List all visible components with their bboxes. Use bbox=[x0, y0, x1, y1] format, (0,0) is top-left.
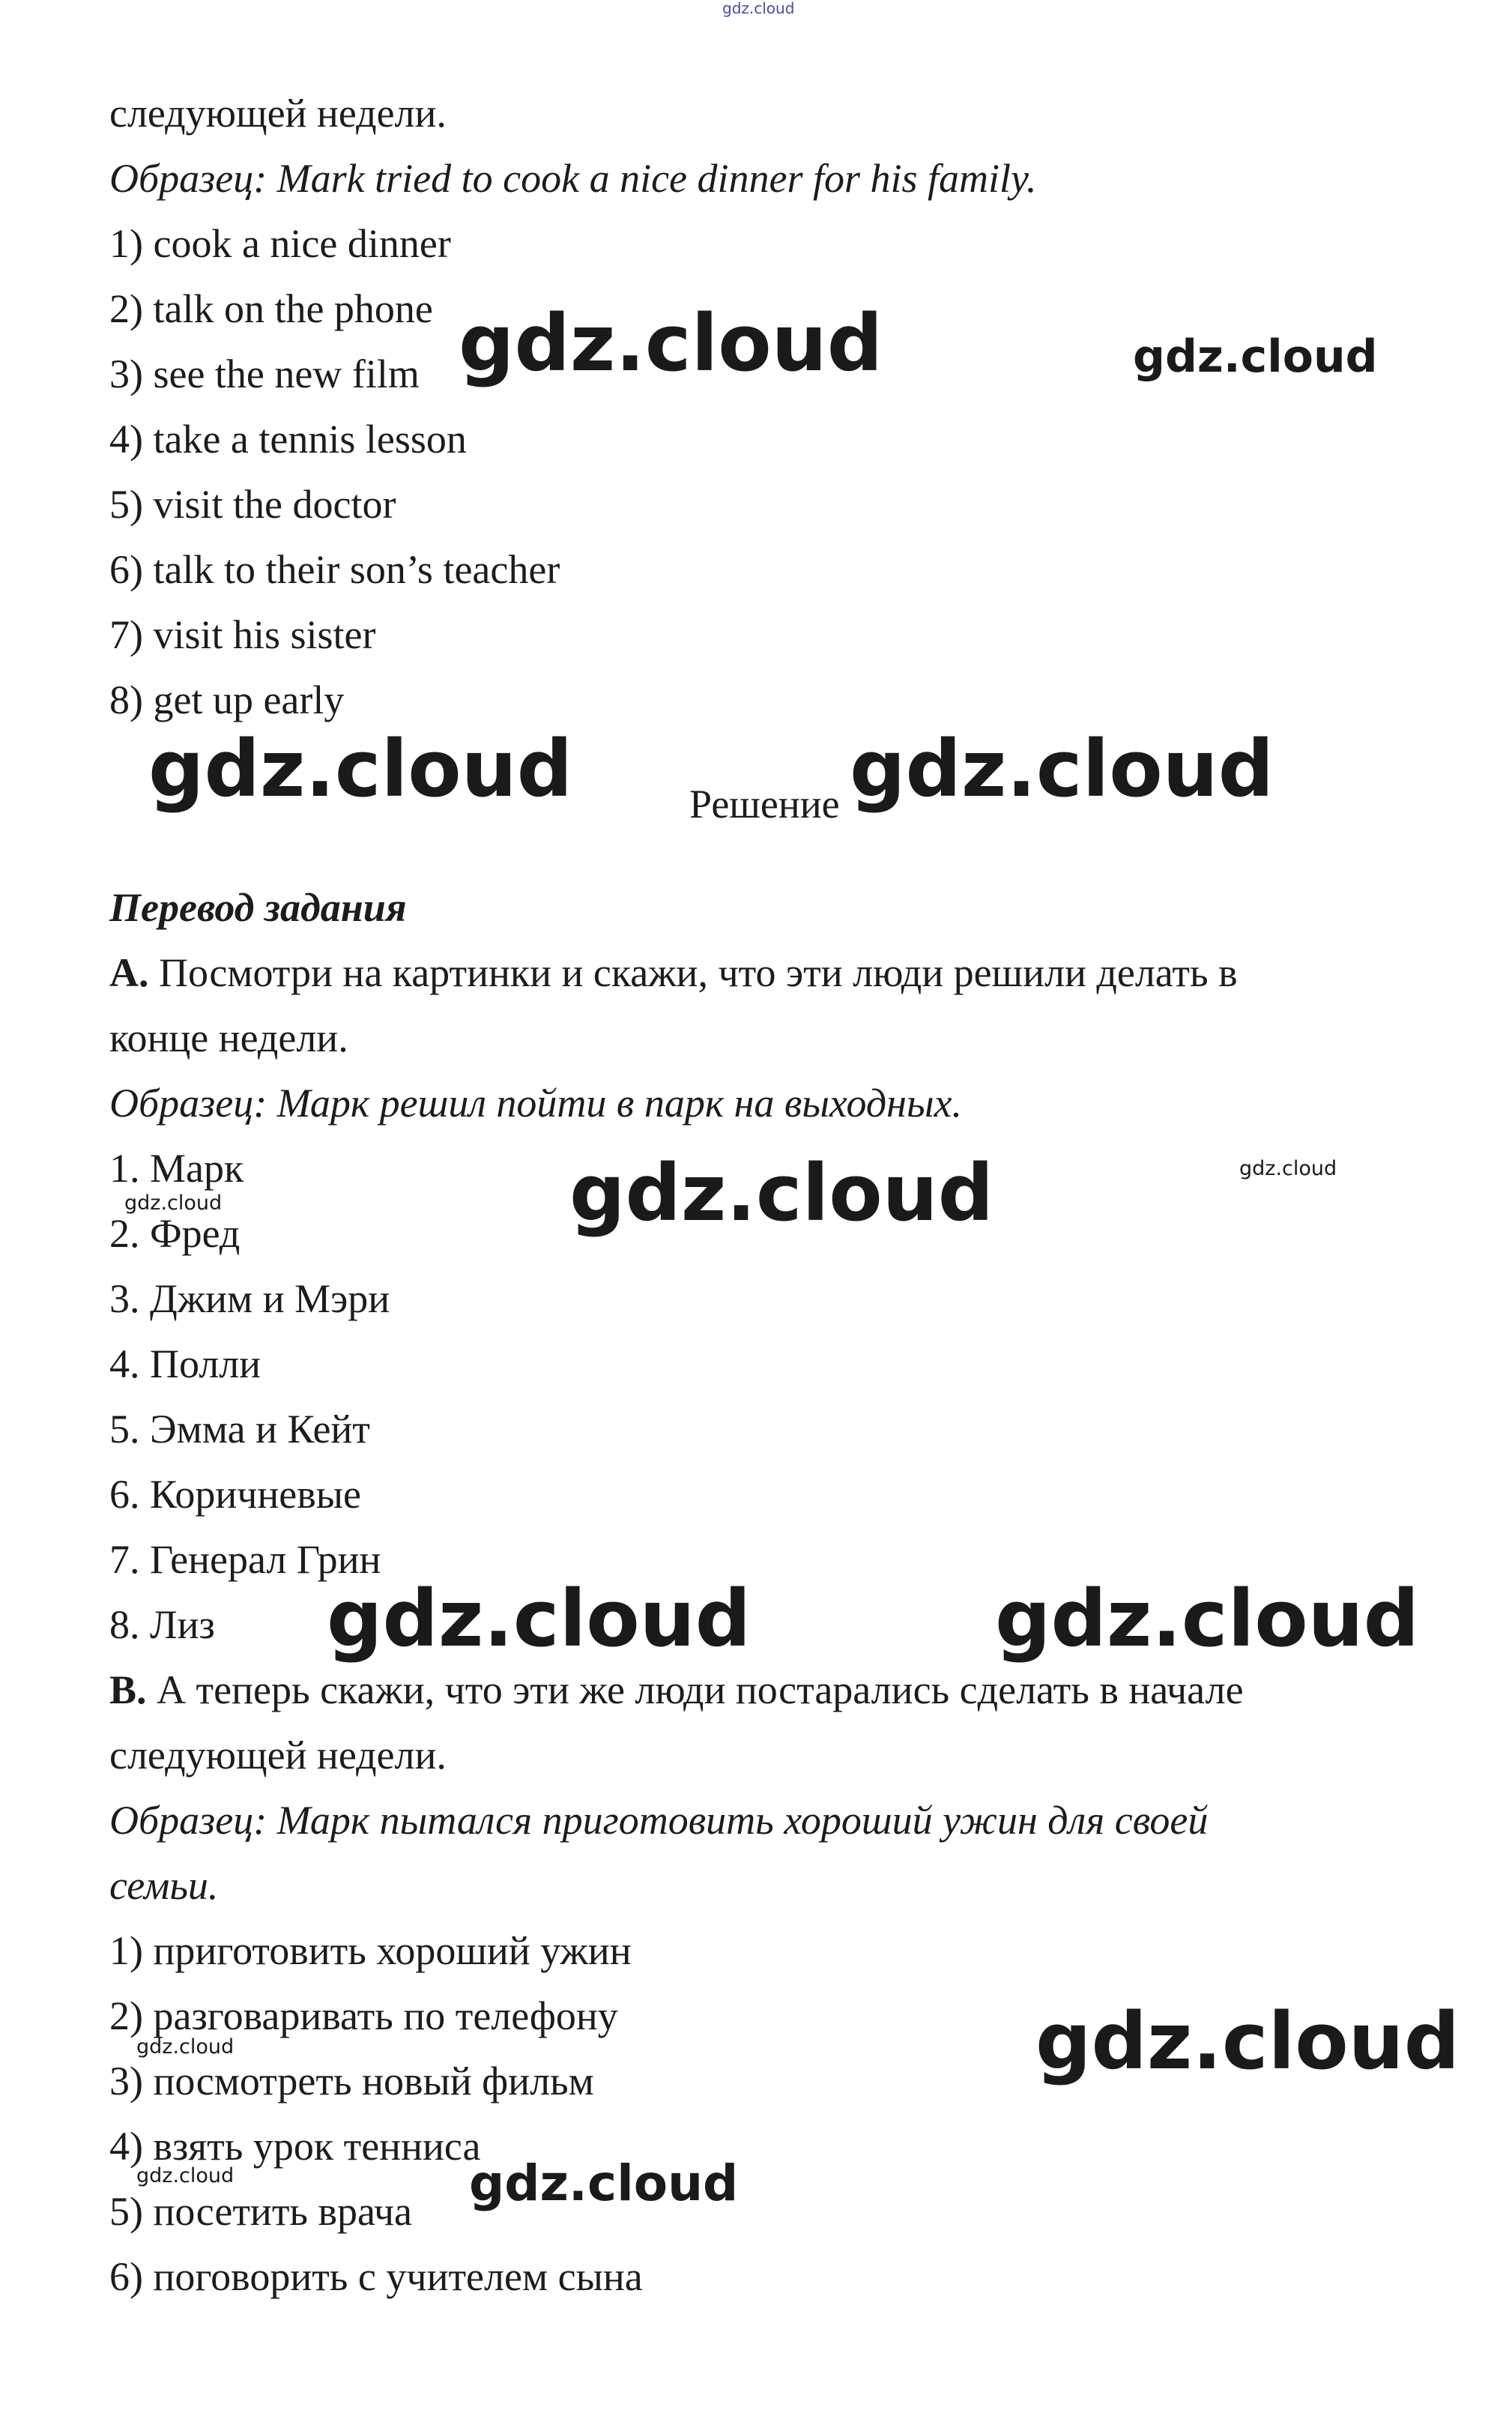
watermark: gdz.cloud bbox=[136, 2035, 235, 2059]
task-a-item-7: 7. Генерал Грин bbox=[109, 1537, 381, 1582]
watermark: gdz.cloud bbox=[850, 723, 1274, 815]
task-a-item-8: 8. Лиз bbox=[109, 1602, 215, 1647]
task-b-label: B. bbox=[109, 1667, 147, 1712]
watermark: gdz.cloud bbox=[1133, 330, 1378, 383]
english-item-1: 1) cook a nice dinner bbox=[109, 221, 451, 266]
task-a-item-1: 1. Марк bbox=[109, 1146, 244, 1191]
watermark: gdz.cloud bbox=[136, 2164, 235, 2187]
task-b-item-4: 4) взять урок тенниса bbox=[109, 2124, 481, 2169]
task-b-line-1 bbox=[109, 1664, 1244, 1716]
english-item-6: 6) talk to their son’s teacher bbox=[109, 547, 560, 592]
watermark: gdz.cloud bbox=[148, 723, 573, 815]
task-a-item-6: 6. Коричневые bbox=[109, 1472, 361, 1517]
task-a-item-5: 5. Эмма и Кейт bbox=[109, 1407, 370, 1452]
watermark: gdz.cloud bbox=[1239, 1157, 1337, 1180]
continuation-line: следующей недели. bbox=[109, 91, 447, 136]
watermark: gdz.cloud bbox=[469, 2154, 739, 2212]
english-item-7: 7) visit his sister bbox=[109, 612, 376, 657]
task-b-line-2: следующей недели. bbox=[109, 1733, 447, 1778]
top-watermark: gdz.cloud bbox=[722, 0, 795, 17]
english-item-8: 8) get up early bbox=[109, 677, 345, 722]
watermark: gdz.cloud bbox=[995, 1573, 1420, 1664]
watermark: gdz.cloud bbox=[124, 1192, 223, 1215]
task-b-item-5: 5) посетить врача bbox=[109, 2189, 412, 2234]
watermark: gdz.cloud bbox=[459, 298, 883, 389]
task-a-item-4: 4. Полли bbox=[109, 1341, 261, 1386]
solution-heading: Решение bbox=[689, 782, 840, 827]
task-b-example-1: Образец: Марк пытался приготовить хороший ужин для своей bbox=[109, 1798, 1209, 1843]
task-a-item-2: 2. Фред bbox=[109, 1211, 241, 1256]
example-english: Образец: Mark tried to cook a nice dinner for his family. bbox=[109, 156, 1037, 201]
watermark: gdz.cloud bbox=[569, 1147, 994, 1239]
task-b-item-3: 3) посмотреть новый фильм bbox=[109, 2059, 594, 2104]
task-a-example: Образец: Марк решил пойти в парк на выходных. bbox=[109, 1081, 962, 1126]
task-a-text: Посмотри на картинки и скажи, что эти люди решили делать в bbox=[148, 950, 1238, 995]
task-b-text: А теперь скажи, что эти же люди постарались сделать в начале bbox=[146, 1667, 1244, 1712]
watermark: gdz.cloud bbox=[1035, 1996, 1460, 2087]
english-item-4: 4) take a tennis lesson bbox=[109, 417, 467, 462]
english-item-3: 3) see the new film bbox=[109, 351, 420, 396]
english-item-2: 2) talk on the phone bbox=[109, 286, 433, 331]
task-b-item-6: 6) поговорить с учителем сына bbox=[109, 2254, 643, 2299]
task-b-example-2: семьи. bbox=[109, 1863, 219, 1908]
english-item-5: 5) visit the doctor bbox=[109, 482, 396, 527]
task-a-line-1 bbox=[109, 946, 1238, 999]
task-a-item-3: 3. Джим и Мэри bbox=[109, 1276, 390, 1321]
task-b-item-1: 1) приготовить хороший ужин bbox=[109, 1928, 632, 1973]
watermark: gdz.cloud bbox=[327, 1573, 752, 1664]
task-b-item-2: 2) разговаривать по телефону bbox=[109, 1993, 618, 2038]
task-a-line-2: конце недели. bbox=[109, 1015, 348, 1060]
translation-heading: Перевод задания bbox=[109, 885, 407, 930]
task-a-label: A. bbox=[109, 950, 149, 995]
